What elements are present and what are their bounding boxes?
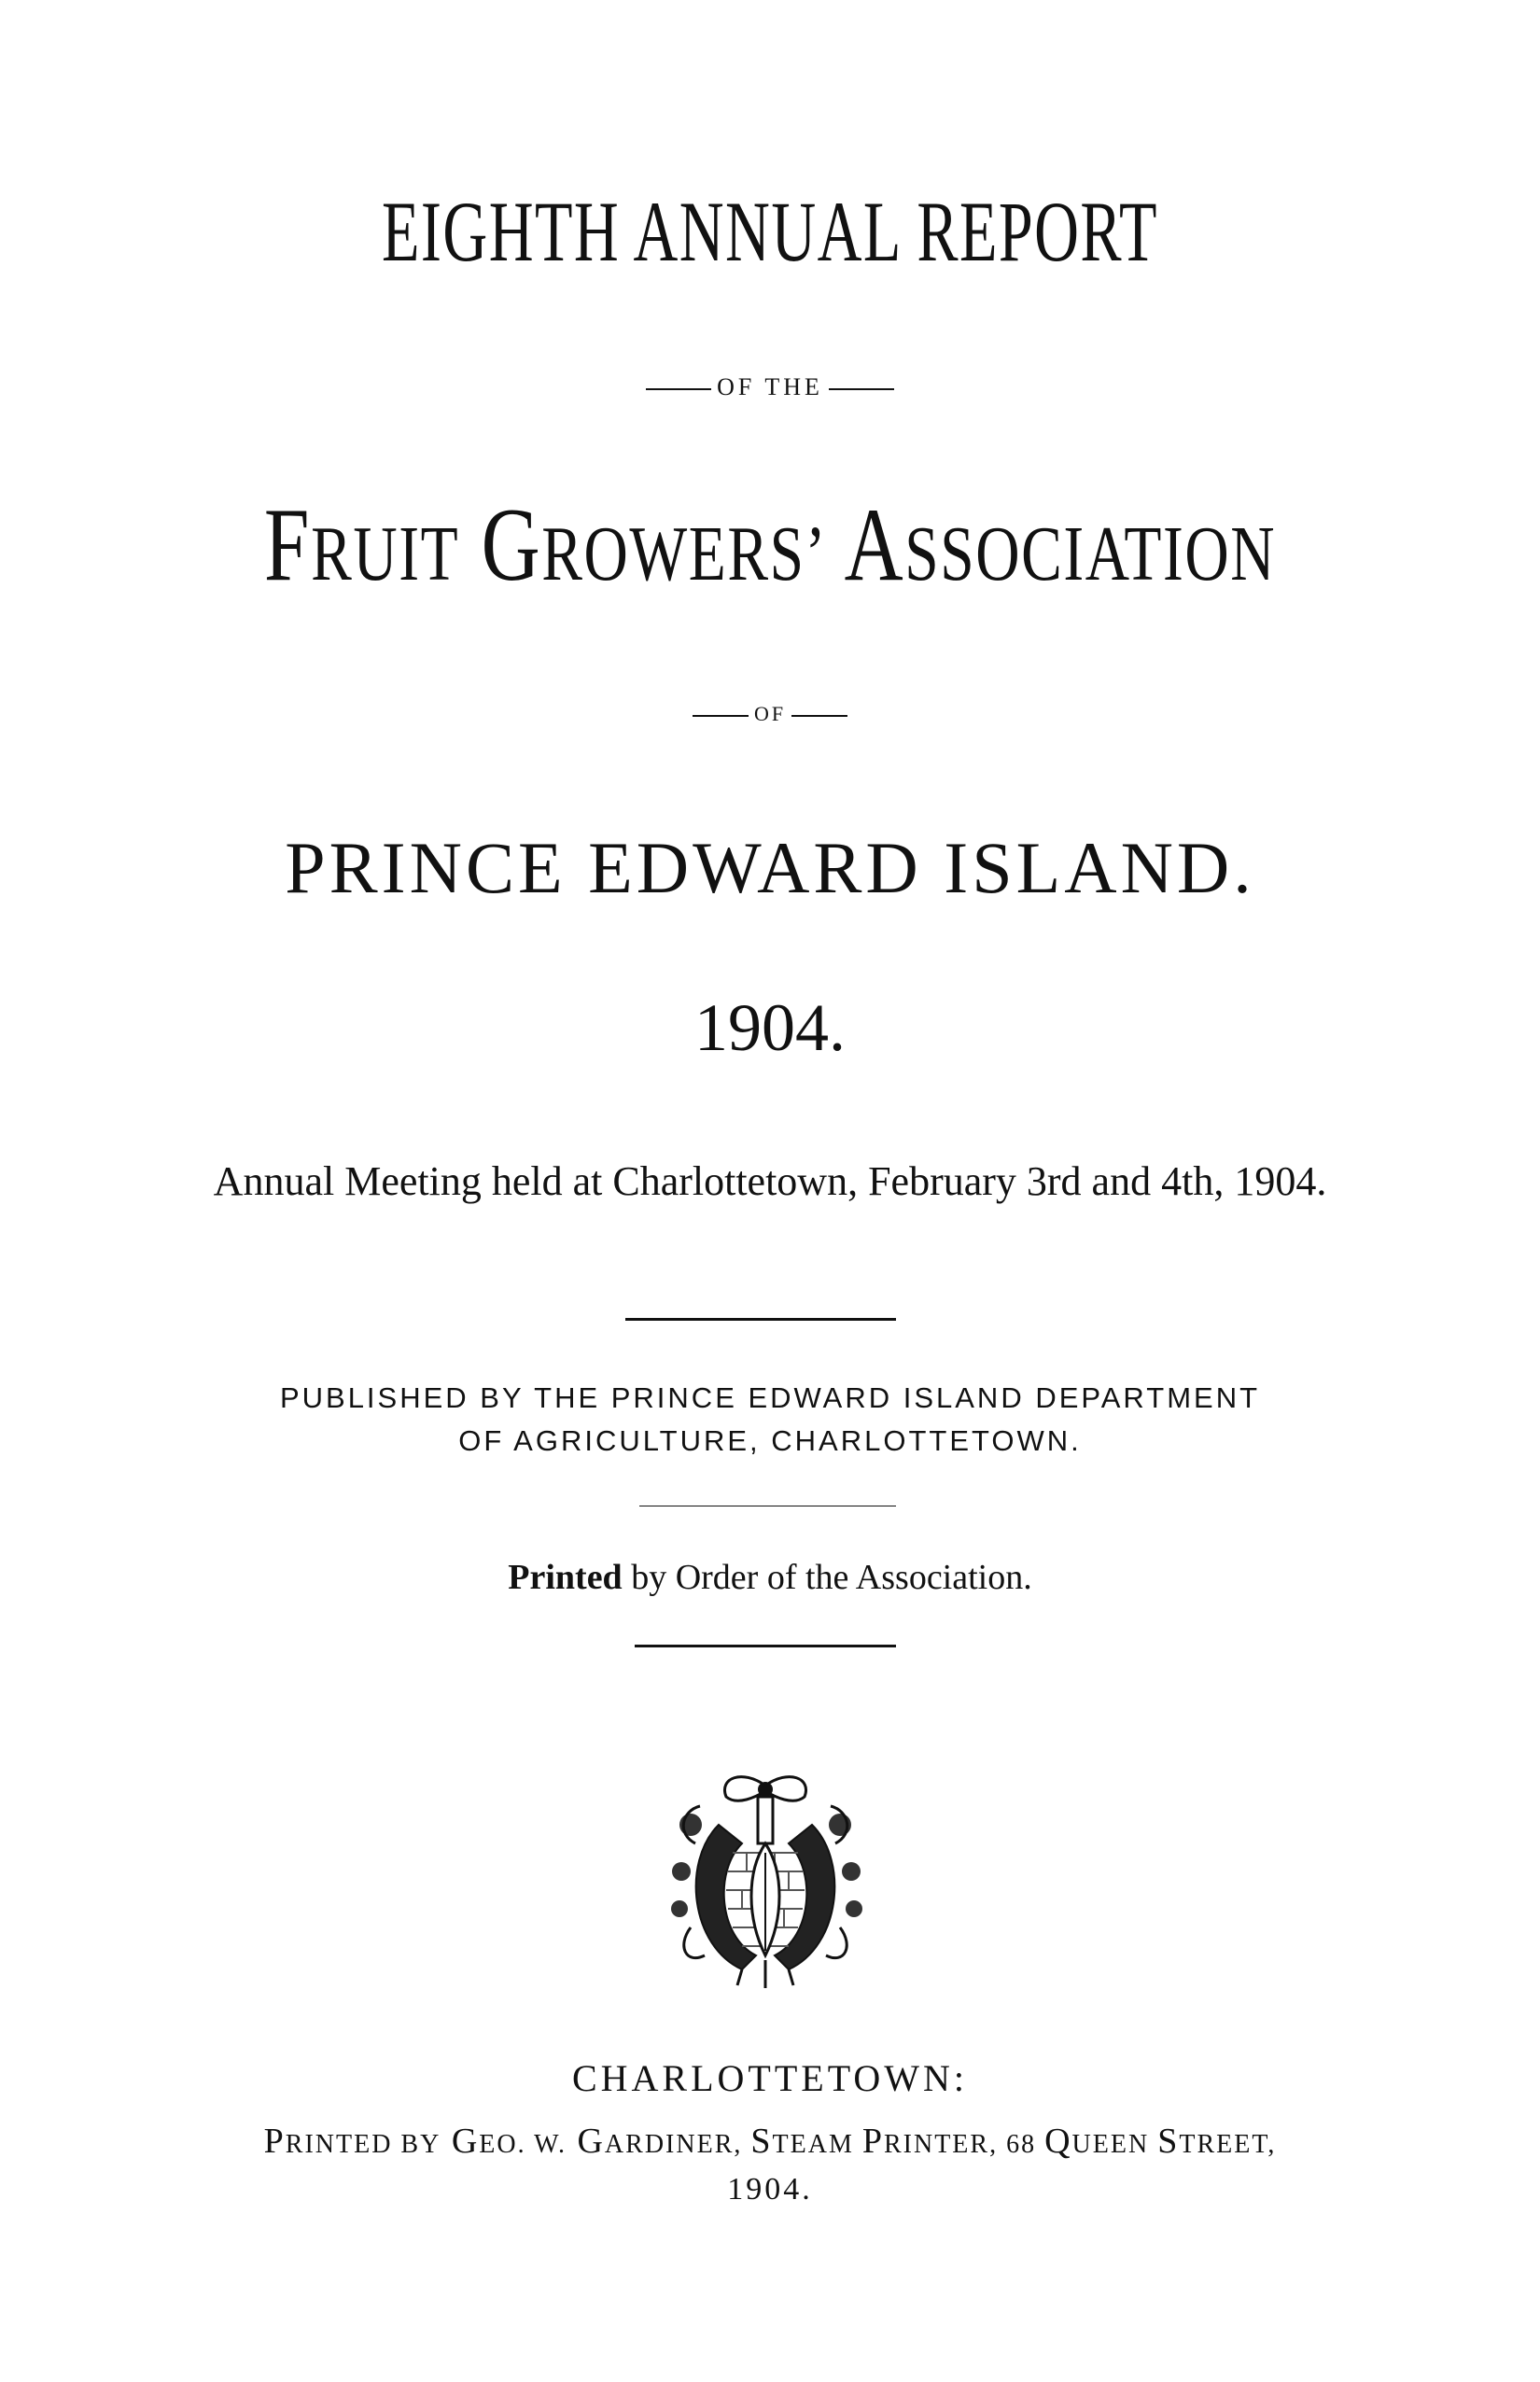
imprint-segment: P <box>861 2122 884 2161</box>
of-label <box>0 702 1540 726</box>
association-name <box>170 485 1371 606</box>
imprint-printer <box>0 2121 1540 2162</box>
imprint-segment: TEAM <box>772 2130 862 2159</box>
imprint-segment: P <box>263 2122 286 2161</box>
imprint-segment: S <box>1157 2122 1180 2161</box>
word-rest: RUIT <box>311 511 460 597</box>
of-the-label <box>0 373 1540 401</box>
left-dash <box>693 715 749 717</box>
imprint-segment: EO. W. <box>479 2130 567 2159</box>
word-initial: A <box>844 487 905 603</box>
divider-rule <box>625 1318 896 1321</box>
printed-order-rest: by Order of the Association. <box>631 1558 1032 1597</box>
publication-year: 1904. <box>694 990 846 1065</box>
right-dash <box>791 715 847 717</box>
word-initial: F <box>263 487 312 603</box>
imprint-segment: RINTED BY <box>285 2130 441 2159</box>
meeting-info: Annual Meeting held at Charlottetown, February 3rd and 4th, 1904. <box>213 1158 1327 1204</box>
imprint-segment: G <box>577 2122 605 2161</box>
imprint-segment: Q <box>1044 2122 1072 2161</box>
word-rest: ROWERS’ <box>541 511 827 597</box>
imprint-segment: S <box>750 2122 773 2161</box>
divider-rule <box>635 1645 896 1647</box>
imprint-city: CHARLOTTETOWN: <box>571 2057 969 2099</box>
imprint-segment: RINTER, 68 <box>883 2130 1045 2159</box>
of-the-text: OF THE <box>717 373 823 400</box>
publisher-block <box>0 1377 1540 1463</box>
imprint-year: 1904. <box>727 2172 813 2207</box>
word-rest: SSOCIATION <box>904 511 1277 597</box>
publisher-line-1: PUBLISHED BY THE PRINCE EDWARD ISLAND DEPARTMENT <box>279 1381 1261 1414</box>
word-initial: G <box>481 487 542 603</box>
printed-order-note <box>0 1557 1540 1598</box>
of-text: OF <box>753 702 787 725</box>
imprint-segment: G <box>451 2122 480 2161</box>
horseshoe-wreath-emblem-icon <box>653 1769 877 1993</box>
imprint-segment: ARDINER, <box>604 2130 751 2159</box>
location-title: PRINCE EDWARD ISLAND. <box>285 827 1255 908</box>
right-dash <box>829 388 894 390</box>
imprint-segment: UEEN <box>1071 2130 1158 2159</box>
left-dash <box>646 388 711 390</box>
printed-word: Printed <box>508 1558 623 1597</box>
publisher-line-2: OF AGRICULTURE, CHARLOTTETOWN. <box>458 1424 1082 1457</box>
imprint-segment: TREET, <box>1179 2130 1277 2159</box>
report-title: EIGHTH ANNUAL REPORT <box>382 184 1158 279</box>
